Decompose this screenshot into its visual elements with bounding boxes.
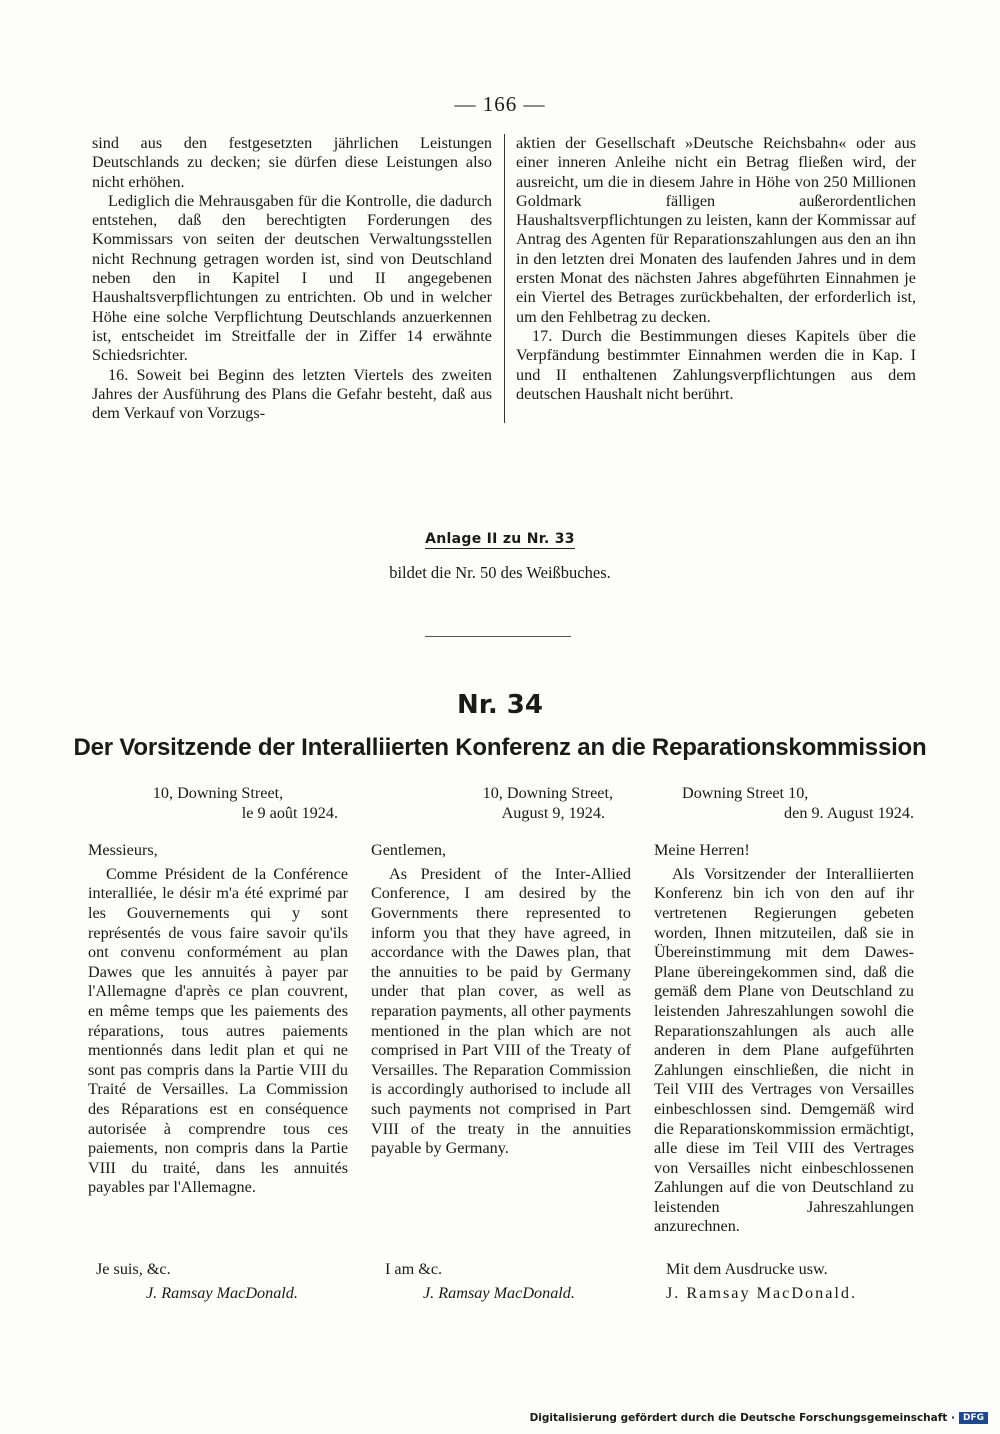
address-block [371,784,631,823]
signature: J. Ramsay MacDonald. [146,1284,298,1302]
letter-body: As President of the Inter-Allied Conference, I am desired by the Governments there represented to inform you that they have agreed, in accordance with the Dawes plan, that the annuities to be paid by Germany under that plan cover, as well as reparation payments, all other payments mentioned in the plan which are not comprised in Part VIII of the Treaty of Versailles. The Reparation Commission is accordingly authorised to include all such payments not comprised in Part VIII of the treaty in the annuities payable by Germany. [371,864,631,1158]
letter-english [371,784,631,1324]
closing: Je suis, &c. [96,1260,171,1278]
anlage-subtitle: bildet die Nr. 50 des Weißbuches. [389,563,611,582]
signature: J. Ramsay MacDonald. [666,1284,858,1302]
paragraph: aktien der Gesellschaft »Deutsche Reichsbahn« oder aus einer inneren Anleihe nicht ein Betrag fließen wird, der ausreicht, um die in diesem Jahre in Höhe von 250 Millionen Goldmark fälligen außerordentlichen Haushaltsverpflichtungen zu leisten, kann der Kommissar auf Antrag des Agenten für Reparationszahlungen aus den an ihn in den letzten drei Monaten des laufenden Jahres und in dem ersten Monat des nächsten Jahres abgeführten Einnahmen je ein Viertel des Betrages zurückbehalten, der erforderlich ist, um den Fehlbetrag zu decken. [516,134,916,326]
document-number: Nr. 34 [457,690,543,720]
address-line: 10, Downing Street, [482,784,613,802]
two-column-text [92,134,916,423]
footer [530,1412,988,1424]
salutation: Gentlemen, [371,841,447,860]
paragraph: Lediglich die Mehrausgaben für die Kontrolle, die dadurch entstehen, daß den berechtigten Forderungen des Kommissars von seiten der deutschen Verwaltungsstellen nicht Rechnung getragen worden ist, sind von Deutschland neben den in Kapitel I und II angegebenen Haushaltsverpflichtungen zu entrichten. Ob und in welcher Höhe eine solche Verpflichtung Deutschlands anzuerkennen ist, entscheidet im Streitfalle der in Ziffer 14 erwähnte Schiedsrichter. [92,191,492,365]
anlage-title: Anlage II zu Nr. 33 [425,531,575,547]
paragraph: 16. Soweit bei Beginn des letzten Viertels des zweiten Jahres der Ausführung des Plans die Gefahr besteht, daß aus dem Verkauf von Vorzugs- [92,365,492,423]
footer-text: Digitalisierung gefördert durch die Deutsche Forschungsgemeinschaft · [529,1412,955,1424]
page-number: — 166 — [454,92,546,116]
paragraph: sind aus den festgesetzten jährlichen Leistungen Deutschlands zu decken; sie dürfen diese Leistungen also nicht erhöhen. [92,134,492,191]
salutation: Meine Herren! [654,841,750,860]
salutation: Messieurs, [88,841,158,860]
top-section [92,134,916,423]
document-title: Der Vorsitzende der Interalliierten Konferenz an die Reparationskommission [73,734,927,761]
left-column [92,134,492,423]
letter-german [654,784,914,1324]
signature: J. Ramsay MacDonald. [423,1284,575,1302]
letter-body: Als Vorsitzender der Interalliierten Konferenz bin ich von den auf ihr vertretenen Regierungen gebeten worden, Ihnen mitzuteilen, daß sie in Übereinstimmung mit dem Dawes-Plane übereingekommen sind, daß die gemäß dem Plane von Deutschland zu leistenden Jahreszahlungen sowohl die Reparationszahlungen als auch alle anderen in dem Plane aufgeführten Zahlungen einschließen, die nicht in Teil VIII des Vertrages von Versailles einbeschlossen sind. Demgemäß wird die Reparationskommission ermächtigt, alle diese im Teil VIII des Vertrages von Versailles nicht einbeschlossenen Zahlungen auf die von Deutschland zu leistenden Jahreszahlungen anzurechnen. [654,864,914,1236]
closing: Mit dem Ausdrucke usw. [666,1260,828,1278]
dfg-logo: DFG [959,1412,988,1424]
letters-columns [88,784,916,1324]
date-line: August 9, 1924. [501,803,605,822]
date-line: den 9. August 1924. [784,803,914,822]
address-line: 10, Downing Street, [152,784,284,802]
address-line: Downing Street 10, [682,784,809,802]
address-block [88,784,348,823]
letter-body: Comme Président de la Conférence interalliée, le désir m'a été exprimé par les Gouvernements qui y sont représentés de vous faire savoir qu'ils ont convenu conformément au plan Dawes que les annuités à payer par l'Allemagne d'après ce plan couvrent, en même temps que les paiements des réparations, tous autres paiements mentionnés dans ledit plan et qui ne sont pas compris dans la Partie VIII du Traité de Versailles. La Commission des Réparations est en conséquence autorisée à comprendre tous ces paiements, non compris dans la Partie VIII du traité, dans les annuités payables par l'Allemagne. [88,864,348,1197]
address-block [654,784,914,823]
letter-french [88,784,348,1324]
anlage-section [0,530,1000,583]
date-line: le 9 août 1924. [241,803,338,822]
section-divider [425,636,571,637]
right-column [516,134,916,423]
closing: I am &c. [385,1260,443,1278]
paragraph: 17. Durch die Bestimmungen dieses Kapitels über die Verpfändung bestimmter Einnahmen werden die in Kap. I und II enthaltenen Zahlungsverpflichtungen aus dem deutschen Haushalt nicht berührt. [516,326,916,403]
